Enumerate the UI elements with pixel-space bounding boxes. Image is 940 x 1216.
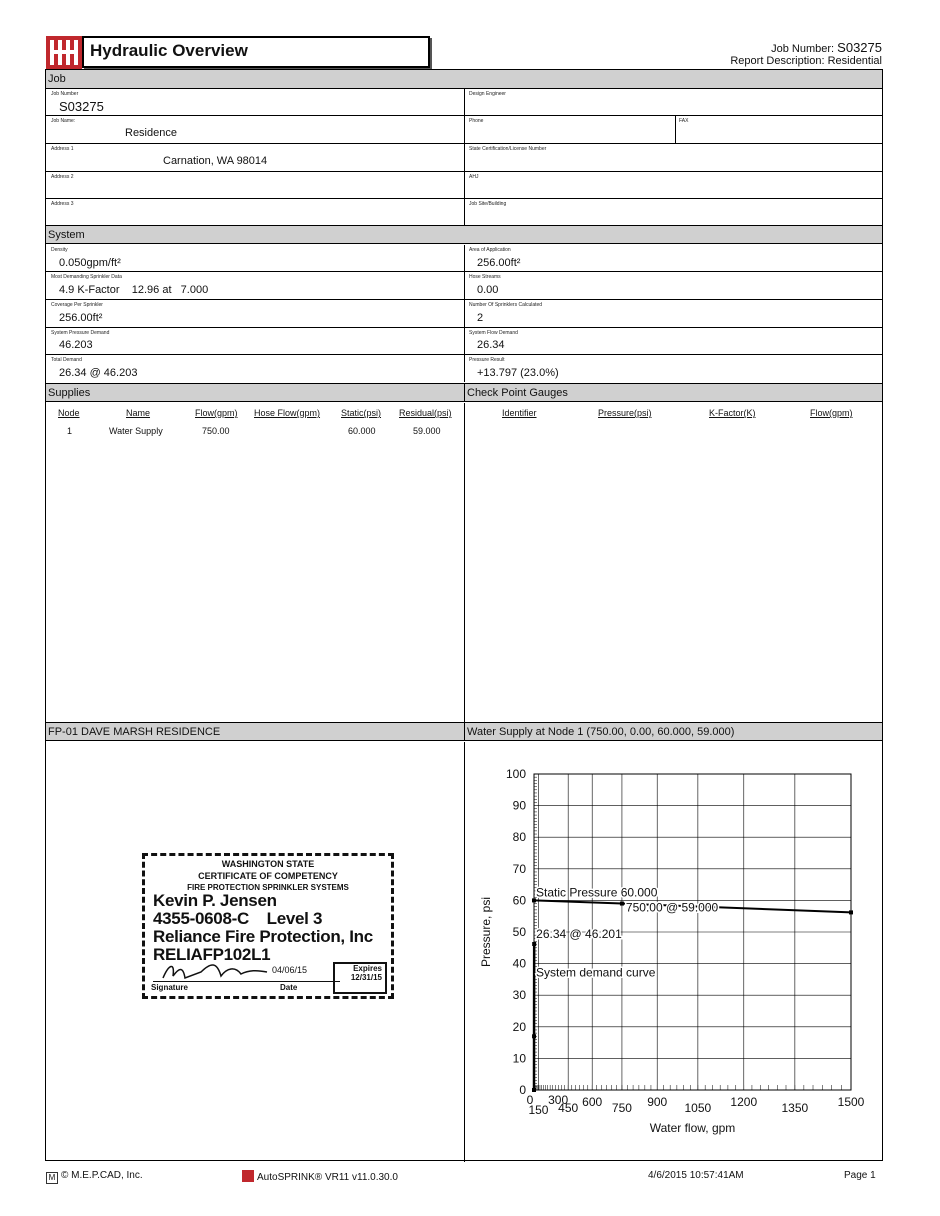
supplies-col-residual: Residual(psi)	[399, 408, 452, 418]
data-point	[620, 902, 624, 906]
section-system-header: System	[46, 225, 882, 244]
supply-name: Water Supply	[109, 426, 163, 436]
most-demanding-value: 4.9 K-Factor 12.96 at 7.000	[59, 284, 209, 296]
row-address3	[46, 199, 882, 226]
y-tick-label: 40	[512, 956, 526, 971]
stamp-expires-label: Expires	[353, 964, 382, 973]
fax-label: FAX	[679, 118, 689, 124]
pressure-result-label: Pressure Result	[469, 357, 505, 363]
address1-value: Carnation, WA 98014	[163, 155, 268, 167]
row-density	[46, 245, 882, 272]
section-supplies-header: Supplies	[46, 383, 464, 402]
autosprink-small-icon	[242, 1170, 254, 1182]
section-chart-header: Water Supply at Node 1 (750.00, 0.00, 60.000, 59.000)	[464, 722, 882, 741]
area-value: 256.00ft²	[477, 257, 521, 269]
pressure-result-value: +13.797 (23.0%)	[477, 367, 559, 379]
certificate-stamp	[142, 853, 394, 999]
y-tick-label: 60	[512, 893, 526, 908]
chart-annotation: 750.00 @ 59.000	[625, 900, 719, 915]
row-coverage	[46, 300, 882, 328]
signature-scribble	[161, 960, 271, 982]
job-name-value: Residence	[125, 127, 177, 139]
x-tick-label: 750	[611, 1101, 632, 1115]
design-engineer-label: Design Engineer	[469, 91, 506, 97]
title-box	[82, 36, 430, 68]
row-job-number	[46, 89, 882, 116]
stamp-signature-label: Signature	[151, 983, 188, 992]
y-tick-label: 0	[519, 1083, 526, 1097]
fax-divider	[675, 116, 676, 143]
data-point	[532, 1088, 536, 1092]
area-label: Area of Application	[469, 247, 511, 253]
most-demanding-label: Most Demanding Sprinkler Data	[51, 274, 122, 280]
row-address1	[46, 144, 882, 172]
stamp-expires-box	[333, 962, 387, 994]
num-sprinklers-value: 2	[477, 312, 484, 324]
stamp-holder-name: Kevin P. Jensen	[153, 891, 277, 910]
chart-annotation: System demand curve	[536, 965, 656, 980]
y-tick-label: 80	[512, 830, 526, 845]
y-tick-label: 10	[512, 1051, 526, 1066]
signature-line	[153, 981, 340, 982]
flow-demand-label: System Flow Demand	[469, 330, 518, 336]
density-value: 0.050gpm/ft²	[59, 257, 121, 269]
coverage-label: Coverage Per Sprinkler	[51, 302, 103, 308]
address3-label: Address 3	[51, 201, 74, 207]
stamp-systems: FIRE PROTECTION SPRINKLER SYSTEMS	[187, 883, 349, 892]
chart-annotation: 26.34 @ 46.201	[536, 927, 622, 942]
supplies-col-node: Node	[58, 408, 80, 418]
stamp-certificate: CERTIFICATE OF COMPETENCY	[198, 871, 338, 881]
density-label: Density	[51, 247, 68, 253]
num-sprinklers-label: Number Of Sprinklers Calculated	[469, 302, 543, 308]
x-tick-label: 600	[582, 1095, 603, 1109]
stamp-code: RELIAFP102L1	[153, 945, 271, 964]
footer-product	[242, 1170, 398, 1183]
data-point	[532, 942, 536, 946]
y-tick-label: 70	[512, 861, 526, 876]
footer-copyright-text: © M.E.P.CAD, Inc.	[61, 1170, 143, 1181]
x-axis-label: Water flow, gpm	[649, 1121, 736, 1135]
supply-node: 1	[67, 426, 73, 436]
y-tick-label: 100	[505, 767, 526, 781]
page-title: Hydraulic Overview	[90, 41, 248, 60]
footer-product-text: AutoSPRINK® VR11 v11.0.30.0	[257, 1172, 398, 1183]
supply-residual: 59.000	[413, 426, 441, 436]
x-tick-label: 300	[548, 1093, 569, 1107]
stamp-date-label: Date	[280, 983, 298, 992]
supplies-col-name: Name	[126, 408, 151, 418]
total-demand-label: Total Demand	[51, 357, 82, 363]
footer-copyright	[46, 1170, 143, 1184]
phone-label: Phone	[469, 118, 484, 124]
x-tick-label: 1500	[837, 1095, 865, 1109]
y-tick-label: 50	[512, 925, 526, 939]
supply-flow: 750.00	[202, 426, 230, 436]
mep-cad-logo-icon: M	[46, 1172, 58, 1184]
stamp-expires-date: 12/31/15	[350, 973, 382, 982]
supplies-col-static: Static(psi)	[341, 408, 382, 418]
address2-label: Address 2	[51, 174, 74, 180]
supplies-col-hose-flow: Hose Flow(gpm)	[254, 408, 321, 418]
x-tick-label: 450	[558, 1101, 579, 1115]
chart-annotation: Static Pressure 60.000	[536, 885, 658, 900]
y-tick-label: 90	[512, 798, 526, 813]
cert-label: State Certification/License Number	[469, 146, 547, 152]
row-pressure-demand	[46, 328, 882, 355]
header-job-number: S03275	[837, 40, 882, 55]
row-job-name	[46, 116, 882, 144]
row-total-demand	[46, 355, 882, 383]
stamp-state: WASHINGTON STATE	[221, 859, 315, 869]
x-tick-label: 1350	[781, 1101, 809, 1115]
supply-static: 60.000	[348, 426, 376, 436]
x-tick-label: 1050	[684, 1101, 712, 1115]
ahj-label: AHJ	[469, 174, 479, 180]
y-axis-label: Pressure, psi	[479, 896, 493, 968]
checkpoint-col-flow: Flow(gpm)	[810, 408, 853, 418]
data-point	[532, 1034, 536, 1038]
stamp-company: Reliance Fire Protection, Inc	[153, 927, 373, 946]
flow-demand-value: 26.34	[477, 339, 505, 351]
job-number-label: Job Number	[51, 91, 79, 97]
row-address2	[46, 172, 882, 199]
supplies-divider	[464, 403, 465, 723]
y-tick-label: 20	[512, 1019, 526, 1034]
coverage-value: 256.00ft²	[59, 312, 103, 324]
hose-label: Hose Streams	[469, 274, 501, 280]
address1-label: Address 1	[51, 146, 74, 152]
row-most-demanding	[46, 272, 882, 300]
supplies-col-flow: Flow(gpm)	[195, 408, 238, 418]
job-name-label: Job Name:	[51, 118, 76, 124]
pressure-demand-label: System Pressure Demand	[51, 330, 110, 336]
total-demand-value: 26.34 @ 46.203	[59, 367, 138, 379]
x-tick-label: 900	[647, 1095, 668, 1109]
x-tick-label: 150	[528, 1103, 549, 1117]
pressure-demand-value: 46.203	[59, 339, 93, 351]
y-tick-label: 30	[512, 988, 526, 1003]
section-project-header: FP-01 DAVE MARSH RESIDENCE	[46, 722, 464, 741]
checkpoint-col-identifier: Identifier	[502, 408, 537, 418]
header-report-description: Report Description: Residential	[730, 55, 882, 67]
jobsite-label: Job Site/Building	[469, 201, 507, 207]
section-checkpoints-header: Check Point Gauges	[464, 383, 882, 402]
data-point	[849, 910, 853, 914]
x-tick-label: 0	[526, 1093, 534, 1107]
hose-value: 0.00	[477, 284, 499, 296]
x-tick-label: 1200	[730, 1095, 758, 1109]
header-job-info	[730, 42, 882, 67]
job-number-value: S03275	[59, 99, 104, 114]
section-job-header: Job	[46, 70, 882, 89]
footer-page: Page 1	[844, 1170, 876, 1181]
report-header	[46, 36, 882, 70]
header-job-number-label: Job Number:	[771, 43, 838, 55]
water-supply-chart	[464, 742, 882, 1160]
autosprink-logo-icon	[46, 36, 82, 69]
checkpoint-col-kfactor: K-Factor(K)	[709, 408, 756, 418]
stamp-date: 04/06/15	[272, 965, 308, 975]
checkpoint-col-pressure: Pressure(psi)	[598, 408, 652, 418]
stamp-cert-number: 4355-0608-C Level 3	[153, 909, 323, 928]
footer-datetime: 4/6/2015 10:57:41AM	[648, 1170, 744, 1181]
